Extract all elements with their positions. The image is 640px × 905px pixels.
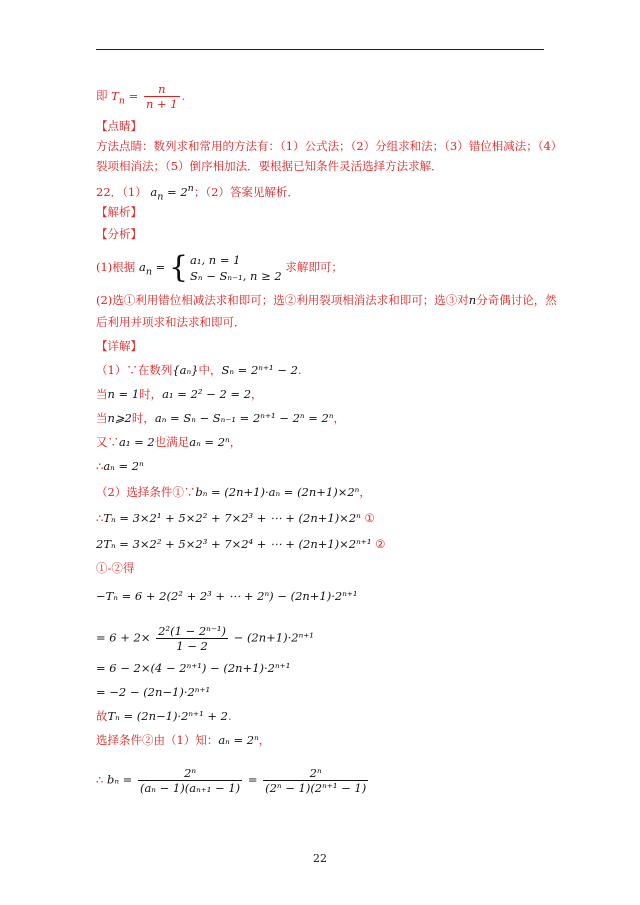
heading-fenxi: 【分析】 [96,227,142,241]
detail-10: −Tₙ = 6 + 2(2² + 2³ + ⋯ + 2ⁿ) − (2n+1)·2ⁿ⁺¹ [96,589,358,603]
answer-22: 22．（1） $a_n = 2^n$；（2）答案见解析． [96,183,299,203]
fraction: $\frac{\text{2ⁿ}}{\text{(aₙ − 1)(aₙ₊₁ − 1)}}$ [139,766,241,795]
method-text-1: 方法点睛：数列求和常用的方法有：（1）公式法；（2）分组求和法；（3）错位相减法；（4） [96,139,563,153]
page-number: 22 [313,852,327,865]
analysis-2: (2)选①利用错位相减法求和即可；选②利用裂项相消法求和即可；选③对n分奇偶讨论，然 [96,293,557,307]
detail-13: = −2 − (2n−1)·2ⁿ⁺¹ [96,685,211,699]
heading-xiangjie: 【详解】 [96,339,142,353]
detail-11: = 6 + 2× $\frac{\text{2²(1 − 2ⁿ⁻¹)}}{1 - 2}$ − (2n+1)·2ⁿ⁺¹ [96,624,314,653]
detail-5: ∴aₙ = 2ⁿ [96,459,144,473]
analysis-3: 后利用并项求和法求和即可． [96,315,246,329]
fraction: $\frac{\text{2²(1 − 2ⁿ⁻¹)}}{1 - 2}$ [158,624,226,653]
detail-8: 2Tₙ = 3×2² + 5×2³ + 7×2⁴ + ⋯ + (2n+1)×2ⁿ⁺¹ ② [96,537,386,551]
analysis-1: (1)根据 $a_n$ = { a₁, n = 1 Sₙ − Sₙ₋₁, n ≥ 2 求解即可； [96,250,343,285]
detail-9: ①-②得 [96,561,135,575]
formula-tn: $T_n$ = $\frac{n}{n + 1}$ . [111,82,186,111]
detail-6: （2）选择条件①∵bₙ = (2n+1)·aₙ = (2n+1)×2ⁿ， [96,485,371,499]
heading-jiexi: 【解析】 [96,205,142,219]
detail-16: ∴ bₙ = $\frac{\text{2ⁿ}}{\text{(aₙ − 1)(aₙ₊₁ − 1)}}$ = $\frac{\text{2ⁿ}}{\text{(2ⁿ − 1)(2ⁿ⁺¹ − 1)}}$ [96,766,367,795]
method-text-2: 裂项相消法；（5）倒序相加法．要根据已知条件灵活选择方法求解． [96,159,443,173]
detail-14: 故Tₙ = (2n−1)·2ⁿ⁺¹ + 2. [96,709,232,723]
detail-2: 当n = 1时，a₁ = 2² − 2 = 2， [96,387,263,401]
fraction: $\frac{n}{n + 1}$ [145,82,178,111]
header-rule [96,49,544,50]
detail-12: = 6 − 2×(4 − 2ⁿ⁺¹) − (2n+1)·2ⁿ⁺¹ [96,661,291,675]
cases-formula: { a₁, n = 1 Sₙ − Sₙ₋₁, n ≥ 2 [168,250,282,285]
detail-3: 当n⩾2时，aₙ = Sₙ − Sₙ₋₁ = 2ⁿ⁺¹ − 2ⁿ = 2ⁿ， [96,411,345,425]
detail-4: 又∵a₁ = 2也满足aₙ = 2ⁿ， [96,435,242,449]
fraction: $\frac{\text{2ⁿ}}{\text{(2ⁿ − 1)(2ⁿ⁺¹ − 1)}}$ [265,766,367,795]
detail-1: （1）∵在数列{aₙ}中，Sₙ = 2ⁿ⁺¹ − 2. [96,363,302,377]
detail-15: 选择条件②由（1）知：aₙ = 2ⁿ， [96,733,271,747]
line-tn-result [96,82,185,111]
prefix-text: 即 [96,88,108,103]
heading-dianjing: 【点睛】 [96,119,142,133]
detail-7: ∴Tₙ = 3×2¹ + 5×2² + 7×2³ + ⋯ + (2n+1)×2ⁿ ① [96,511,375,525]
